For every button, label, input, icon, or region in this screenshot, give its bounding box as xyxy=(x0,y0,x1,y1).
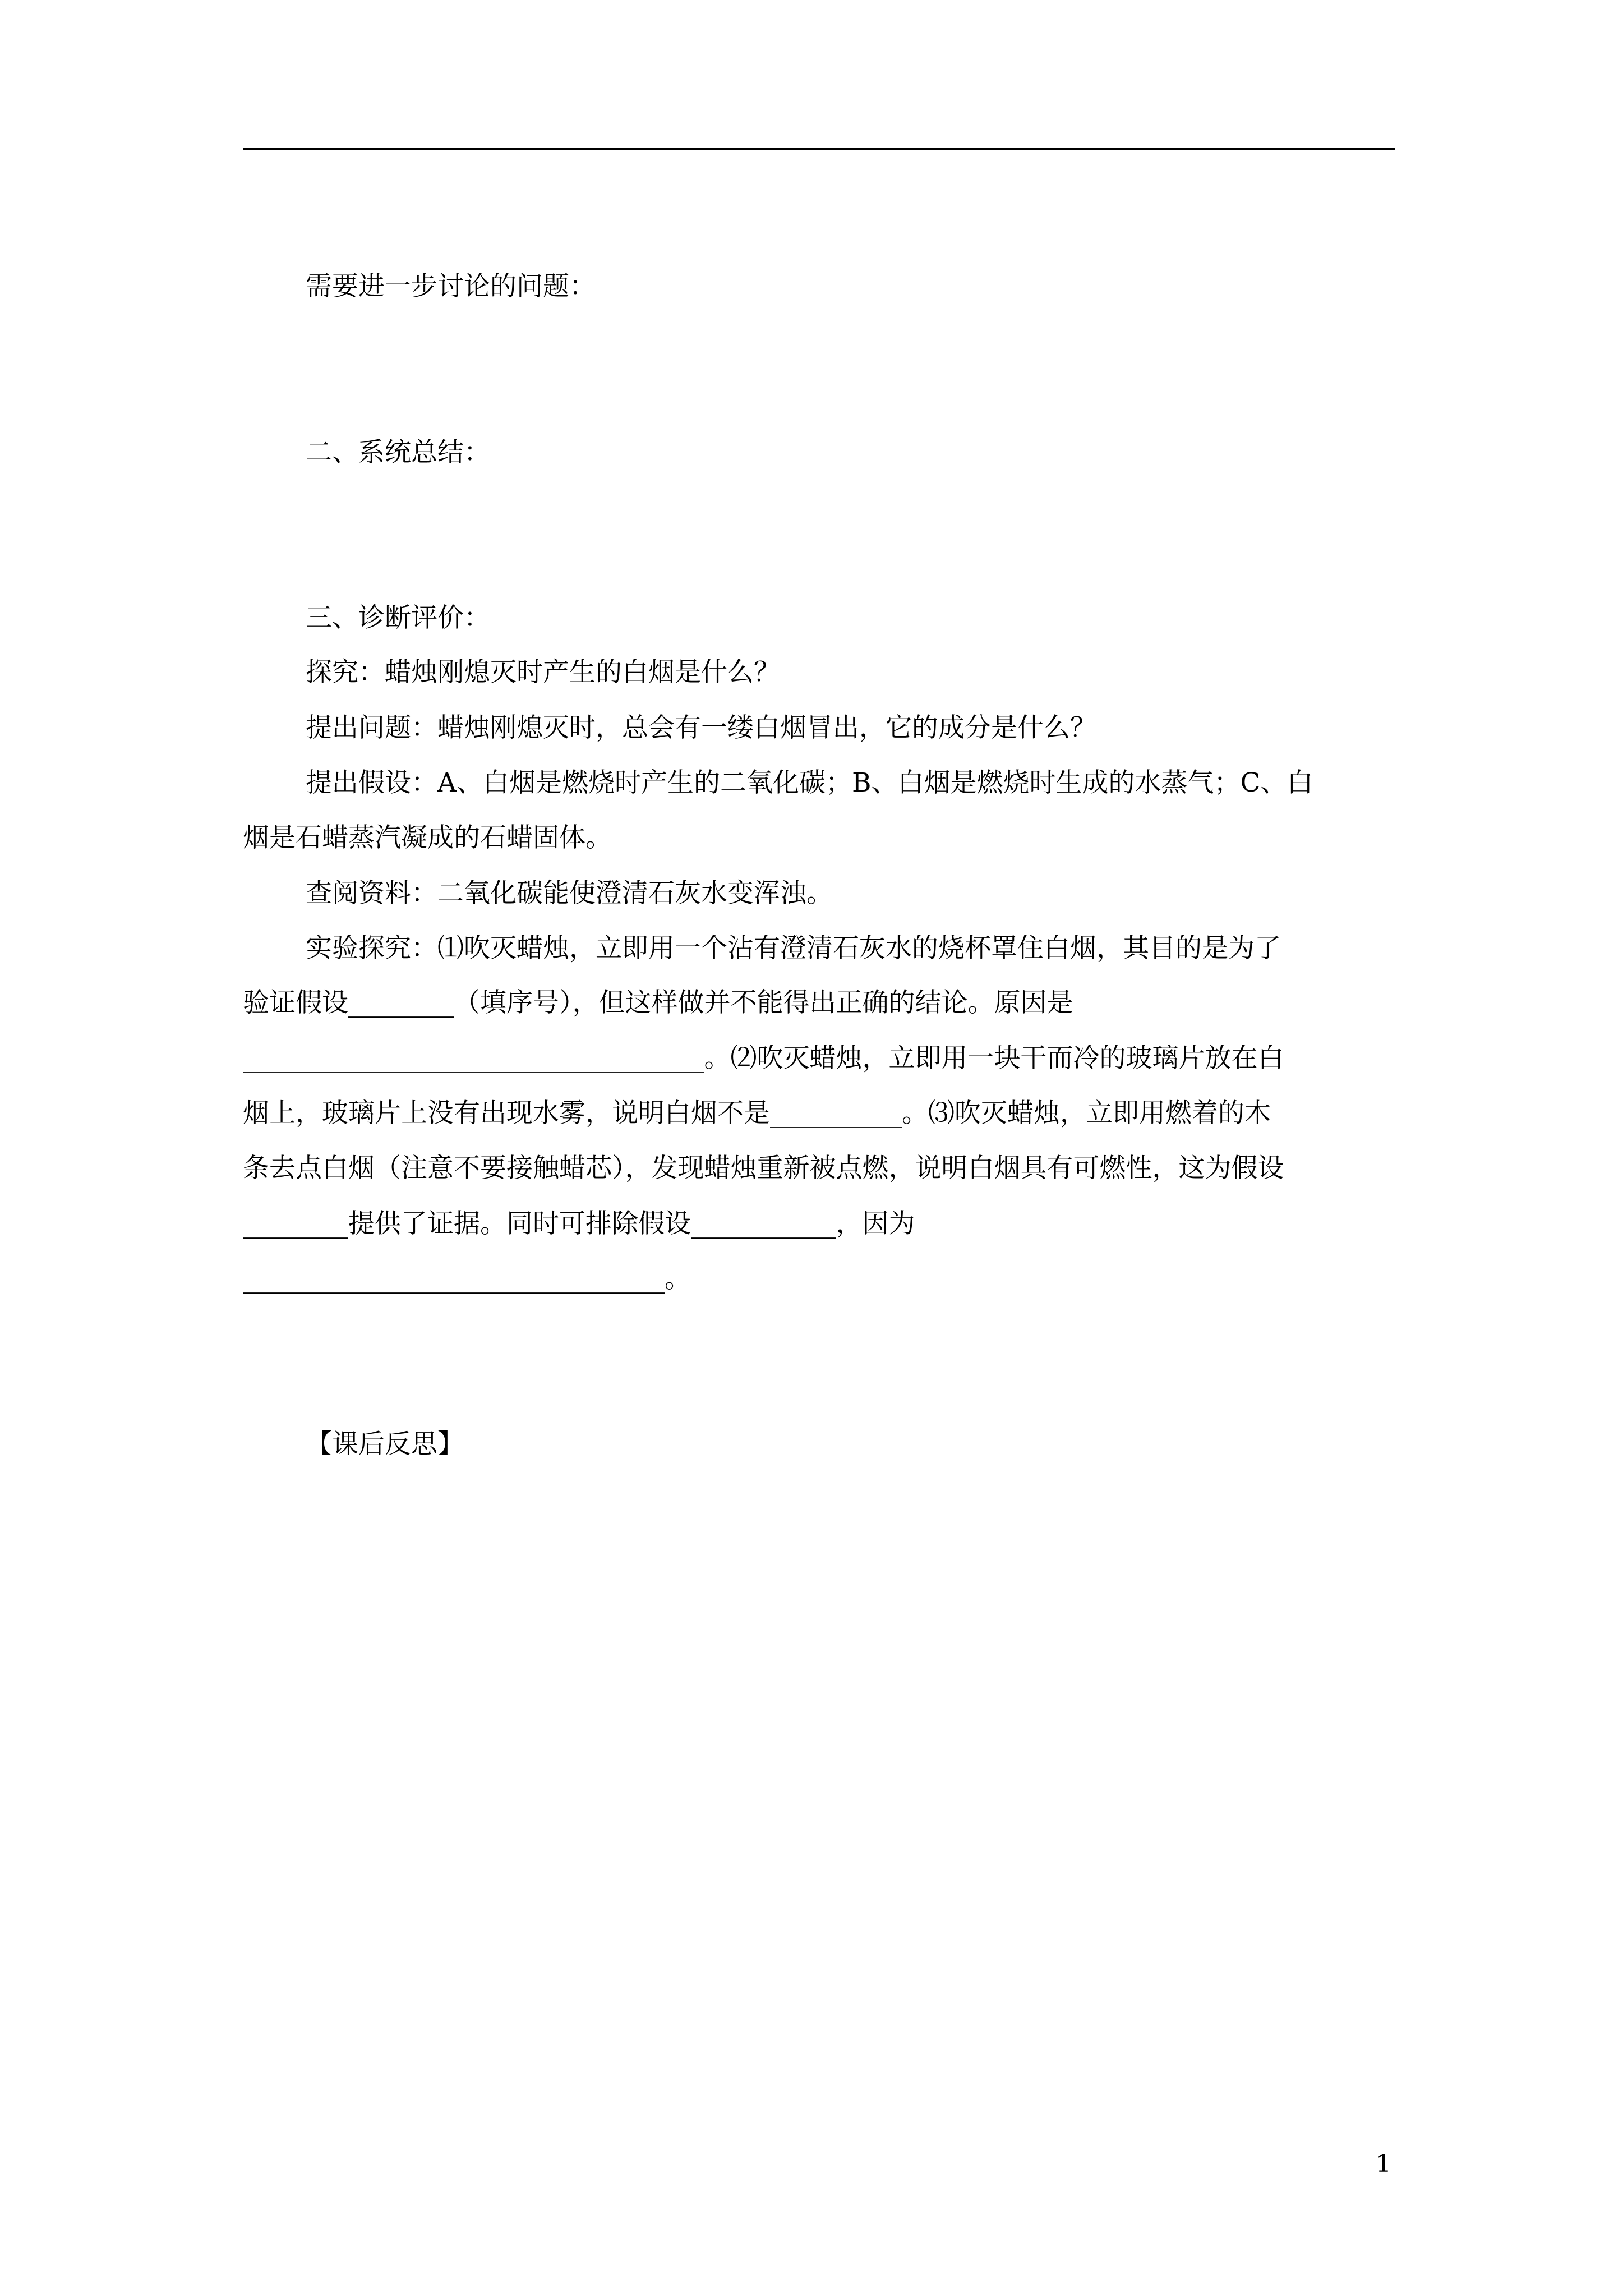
experiment-line-2: 验证假设________（填序号），但这样做并不能得出正确的结论。原因是 xyxy=(243,987,1073,1018)
section-2-heading: 二、系统总结： xyxy=(306,437,490,468)
reflection-heading: 【课后反思】 xyxy=(306,1429,464,1460)
section-3-heading: 三、诊断评价： xyxy=(306,602,490,633)
hypothesis-line-2: 烟是石蜡蒸汽凝成的石蜡固体。 xyxy=(243,822,612,853)
experiment-line-5: 条去点白烟（注意不要接触蜡芯），发现蜡烛重新被点燃，说明白烟具有可燃性，这为假设 xyxy=(243,1153,1284,1184)
discussion-heading: 需要进一步讨论的问题： xyxy=(306,271,596,302)
experiment-line-1: 实验探究：⑴吹灭蜡烛，立即用一个沾有澄清石灰水的烧杯罩住白烟，其目的是为了 xyxy=(306,933,1281,964)
experiment-line-3: ___________________________________。⑵吹灭蜡烛，立即用一块干而冷的玻璃片放在白 xyxy=(243,1043,1284,1074)
header-rule xyxy=(243,148,1395,150)
page-number: 1 xyxy=(1376,2150,1391,2178)
experiment-line-7: ________________________________。 xyxy=(243,1263,691,1294)
question-line: 提出问题：蜡烛刚熄灭时，总会有一缕白烟冒出，它的成分是什么？ xyxy=(306,712,1096,743)
experiment-line-4: 烟上，玻璃片上没有出现水雾，说明白烟不是__________。⑶吹灭蜡烛，立即用燃着的木 xyxy=(243,1098,1271,1129)
hypothesis-line-1: 提出假设：A、白烟是燃烧时产生的二氧化碳；B、白烟是燃烧时生成的水蒸气；C、白 xyxy=(306,767,1313,798)
experiment-line-6: ________提供了证据。同时可排除假设___________，因为 xyxy=(243,1208,915,1239)
inquiry-title: 探究：蜡烛刚熄灭时产生的白烟是什么？ xyxy=(306,657,780,688)
reference-line: 查阅资料：二氧化碳能使澄清石灰水变浑浊。 xyxy=(306,878,833,909)
